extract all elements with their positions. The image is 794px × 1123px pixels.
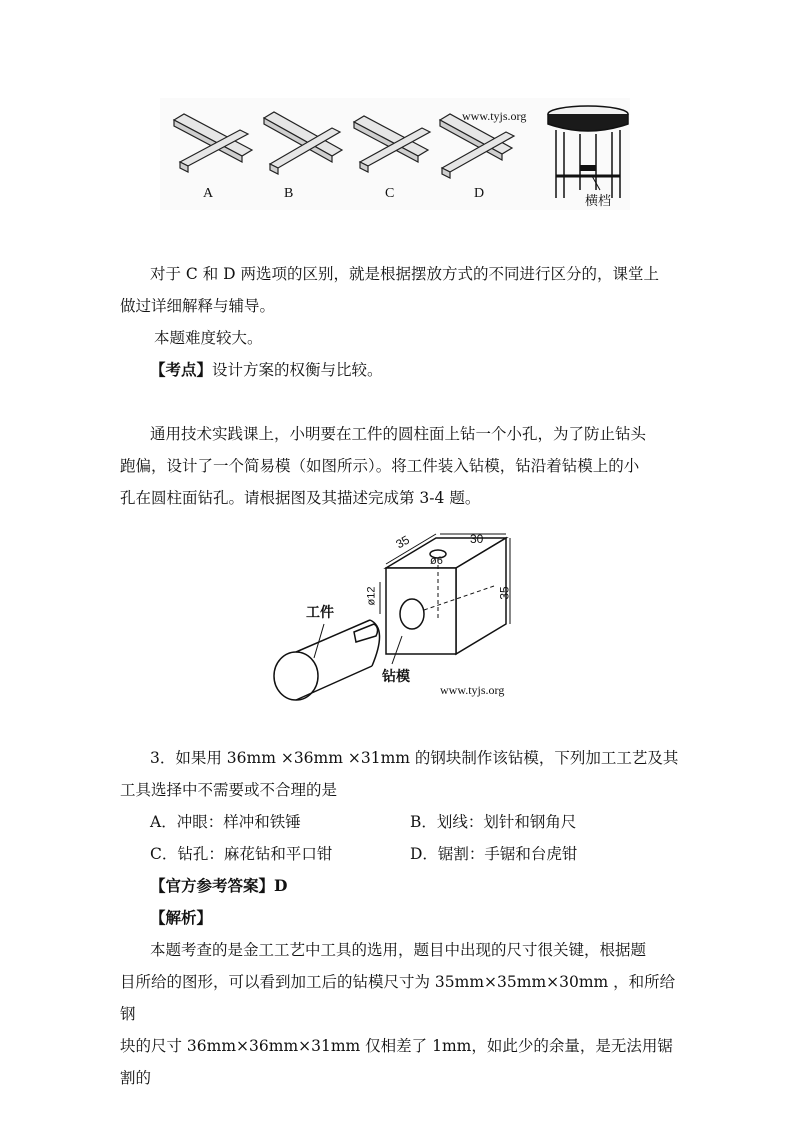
analysis-line1: 本题考查的是金工工艺中工具的选用，题目中出现的尺寸很关键，根据题	[150, 941, 647, 959]
paragraph2-line2: 跑偏，设计了一个简易模（如图所示）。将工件装入钻模，钻沿着钻模上的小	[120, 457, 640, 475]
option-d: D．锯割：手锯和台虎钳	[410, 845, 578, 863]
question3-line2: 工具选择中不需要或不合理的是	[120, 781, 338, 799]
answer-line	[120, 870, 680, 902]
paragraph1-line1: 对于 C 和 D 两选项的区别，就是根据摆放方式的不同进行区分的，课堂上	[150, 265, 659, 283]
figure1-watermark: www.tyjs.org	[462, 109, 527, 123]
option-a-label: A	[203, 186, 214, 201]
answer-block	[120, 870, 680, 1094]
question3-line1: 3．如果用 36mm ×36mm ×31mm 的钢块制作该钻模，下列加工工艺及其	[150, 749, 679, 767]
paragraph2-line3: 孔在圆柱面钻孔。请根据图及其描述完成第 3-4 题。	[120, 489, 481, 507]
difficulty-note: 本题难度较大。	[154, 329, 263, 347]
paragraph-question-intro	[120, 418, 680, 514]
paragraph2-line1: 通用技术实践课上，小明要在工件的圆柱面上钻一个小孔，为了防止钻头	[150, 425, 647, 443]
analysis-line2: 目所给的图形，可以看到加工后的钻模尺寸为 35mm×35mm×30mm ，和所给钢	[120, 973, 676, 1023]
answer-value: D	[274, 876, 288, 895]
kaodian-heading: 【考点】	[150, 360, 213, 379]
option-b: B．划线：划针和钢角尺	[410, 813, 577, 831]
answer-heading: 【官方参考答案】	[150, 876, 275, 895]
dim-30: 30	[470, 532, 484, 546]
analysis-line3: 块的尺寸 36mm×36mm×31mm 仅相差了 1mm，如此少的余量，是无法用锯割的	[120, 1037, 673, 1087]
label-workpiece: 工件	[306, 605, 334, 621]
stool-crossbar-label: 横档	[585, 194, 612, 209]
option-c-label: C	[385, 186, 395, 201]
kaodian-line	[120, 354, 680, 386]
option-d-label: D	[474, 186, 485, 201]
figure2-watermark: www.tyjs.org	[440, 683, 505, 697]
label-jig: 钻模	[382, 669, 410, 685]
kaodian-text: 设计方案的权衡与比较。	[212, 361, 383, 379]
option-b-label: B	[284, 186, 294, 201]
dim-phi6: ø6	[430, 555, 443, 567]
option-a: A．冲眼：样冲和铁锤	[150, 813, 301, 831]
dim-35-top: 35	[393, 532, 412, 552]
paragraph1-line2: 做过详细解释与辅导。	[120, 297, 276, 315]
dim-phi12: ø12	[365, 586, 378, 606]
analysis-heading: 【解析】	[150, 908, 213, 927]
option-c: C．钻孔：麻花钻和平口钳	[150, 845, 333, 863]
question-3	[120, 742, 680, 806]
paragraph-cd-difference	[120, 258, 680, 386]
dim-35-side: 35	[497, 586, 512, 600]
cross-joint-figure	[160, 98, 630, 210]
